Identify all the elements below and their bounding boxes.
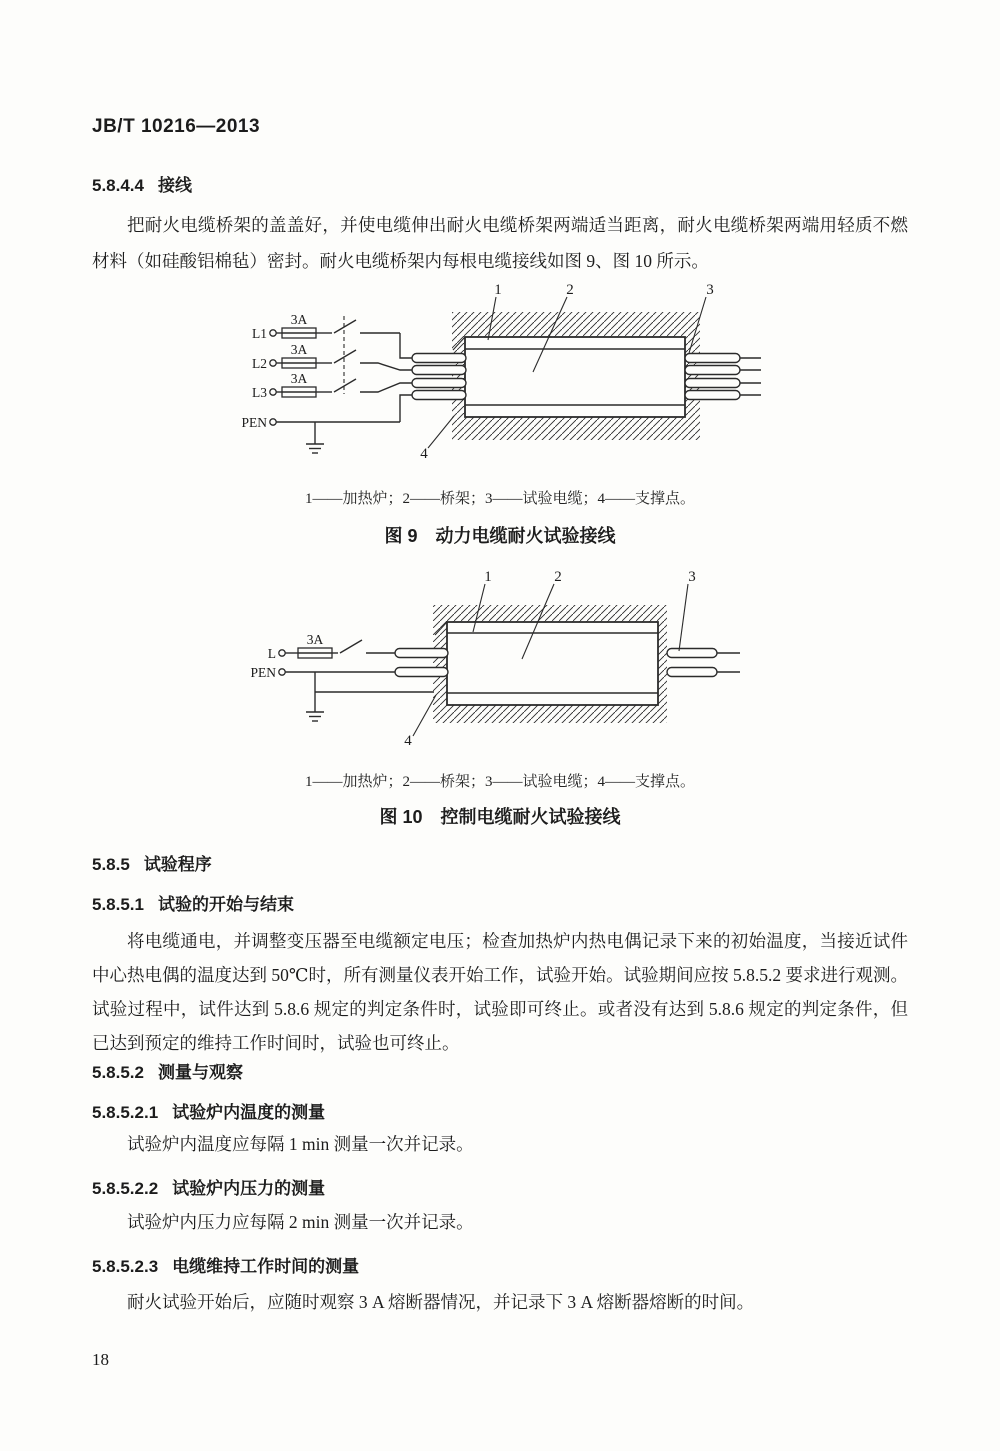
figure10-legend: 1——加热炉；2——桥架；3——试验电缆；4——支撑点。 (304, 774, 695, 790)
terminal-label-l: L (267, 646, 276, 661)
terminal-icon (270, 389, 276, 395)
phase-l-branch (268, 632, 395, 661)
fuse-rating-label: 3A (290, 342, 308, 357)
figure9-caption: 图 9 动力电缆耐火试验接线 (384, 526, 616, 546)
terminal-icon (279, 669, 285, 675)
section-number: 5.8.5.2.2 (92, 1179, 159, 1198)
paragraph-fuse-time: 耐火试验开始后，应随时观察 3 A 熔断器情况，并记录下 3 A 熔断器熔断的时间。 (127, 1292, 755, 1312)
figure9-legend: 1——加热炉；2——桥架；3——试验电缆；4——支撑点。 (304, 491, 695, 507)
section-heading-5-8-5 (92, 850, 908, 875)
terminal-icon (270, 360, 276, 366)
section-number: 5.8.5 (92, 855, 130, 874)
pen-branch (241, 395, 412, 453)
section-title: 试验的开始与结束 (158, 895, 294, 914)
section-title: 接线 (158, 176, 192, 195)
terminal-label-l2: L2 (252, 356, 267, 371)
paragraph-pressure: 试验炉内压力应每隔 2 min 测量一次并记录。 (127, 1212, 474, 1232)
callout-4: 4 (420, 446, 428, 462)
section-heading-5-8-5-1 (92, 890, 908, 915)
section-number: 5.8.5.2 (92, 1063, 144, 1082)
section-heading-5-8-5-2-2 (92, 1174, 908, 1199)
phase-l2-branch (252, 342, 412, 371)
callout-2: 2 (554, 569, 562, 585)
callout-3: 3 (688, 569, 696, 585)
callout-3: 3 (706, 282, 714, 298)
test-cables-right (667, 649, 740, 677)
section-heading-5-8-4-4 (92, 171, 908, 196)
section-heading-5-8-5-2-3 (92, 1252, 908, 1277)
figure9-diagram (240, 280, 770, 465)
section-heading-5-8-5-2-1 (92, 1098, 908, 1123)
switch-icon (334, 350, 356, 363)
section-title: 试验炉内压力的测量 (172, 1179, 326, 1198)
phase-l1-branch (252, 312, 412, 358)
callout-4: 4 (404, 733, 412, 749)
terminal-icon (279, 650, 285, 656)
switch-icon (334, 379, 356, 392)
terminal-icon (270, 330, 276, 336)
section-heading-5-8-5-2 (92, 1058, 908, 1083)
fuse-rating-label: 3A (290, 371, 308, 386)
section-title: 测量与观察 (158, 1063, 243, 1082)
figure10-caption: 图 10 控制电缆耐火试验接线 (379, 807, 621, 827)
ground-icon (306, 712, 324, 721)
section-number: 5.8.5.1 (92, 895, 144, 914)
fuse-rating-label: 3A (290, 312, 308, 327)
terminal-label-l1: L1 (252, 326, 267, 341)
section-title: 试验程序 (143, 855, 212, 874)
callout-1: 1 (494, 282, 502, 298)
section-title: 电缆维持工作时间的测量 (172, 1257, 360, 1276)
terminal-icon (270, 419, 276, 425)
paragraph-wiring: 把耐火电缆桥架的盖盖好，并使电缆伸出耐火电缆桥架两端适当距离，耐火电缆桥架两端用轻质不燃材料（如硅酸铝棉毡）密封。耐火电缆桥架内每根电缆接线如图 9、图 10 所示。 (92, 215, 908, 271)
page-number: 18 (92, 1350, 109, 1369)
ground-icon (306, 422, 324, 453)
phase-l3-branch (252, 371, 412, 400)
section-title: 试验炉内温度的测量 (172, 1103, 326, 1122)
switch-icon (334, 320, 356, 333)
section-number: 5.8.5.2.1 (92, 1103, 159, 1122)
fuse-rating-label: 3A (306, 632, 324, 647)
callout-1: 1 (484, 569, 492, 585)
section-number: 5.8.4.4 (92, 176, 144, 195)
callout-2: 2 (566, 282, 574, 298)
standard-number-header: JB/T 10216—2013 (92, 116, 261, 137)
paragraph-temperature: 试验炉内温度应每隔 1 min 测量一次并记录。 (127, 1134, 474, 1154)
terminal-label-pen: PEN (241, 415, 267, 430)
paragraph-start-end: 将电缆通电，并调整变压器至电缆额定电压；检查加热炉内热电偶记录下来的初始温度，当接近试件中心热电偶的温度达到 50℃时，所有测量仪表开始工作，试验开始。试验期间应按 5.8.5.2 要求进行观测。试验过程中，试件达到 5.8.6 规定的判定条件时，试验即可终止。或者没有达到 5.8.6 规定的判定条件，但已达到预定的维持工作时间时，试验也可终止。 (92, 931, 908, 1053)
figure10-diagram (230, 565, 760, 760)
switch-icon (340, 640, 362, 653)
terminal-label-l3: L3 (252, 385, 267, 400)
terminal-label-pen: PEN (250, 665, 276, 680)
section-number: 5.8.5.2.3 (92, 1257, 159, 1276)
